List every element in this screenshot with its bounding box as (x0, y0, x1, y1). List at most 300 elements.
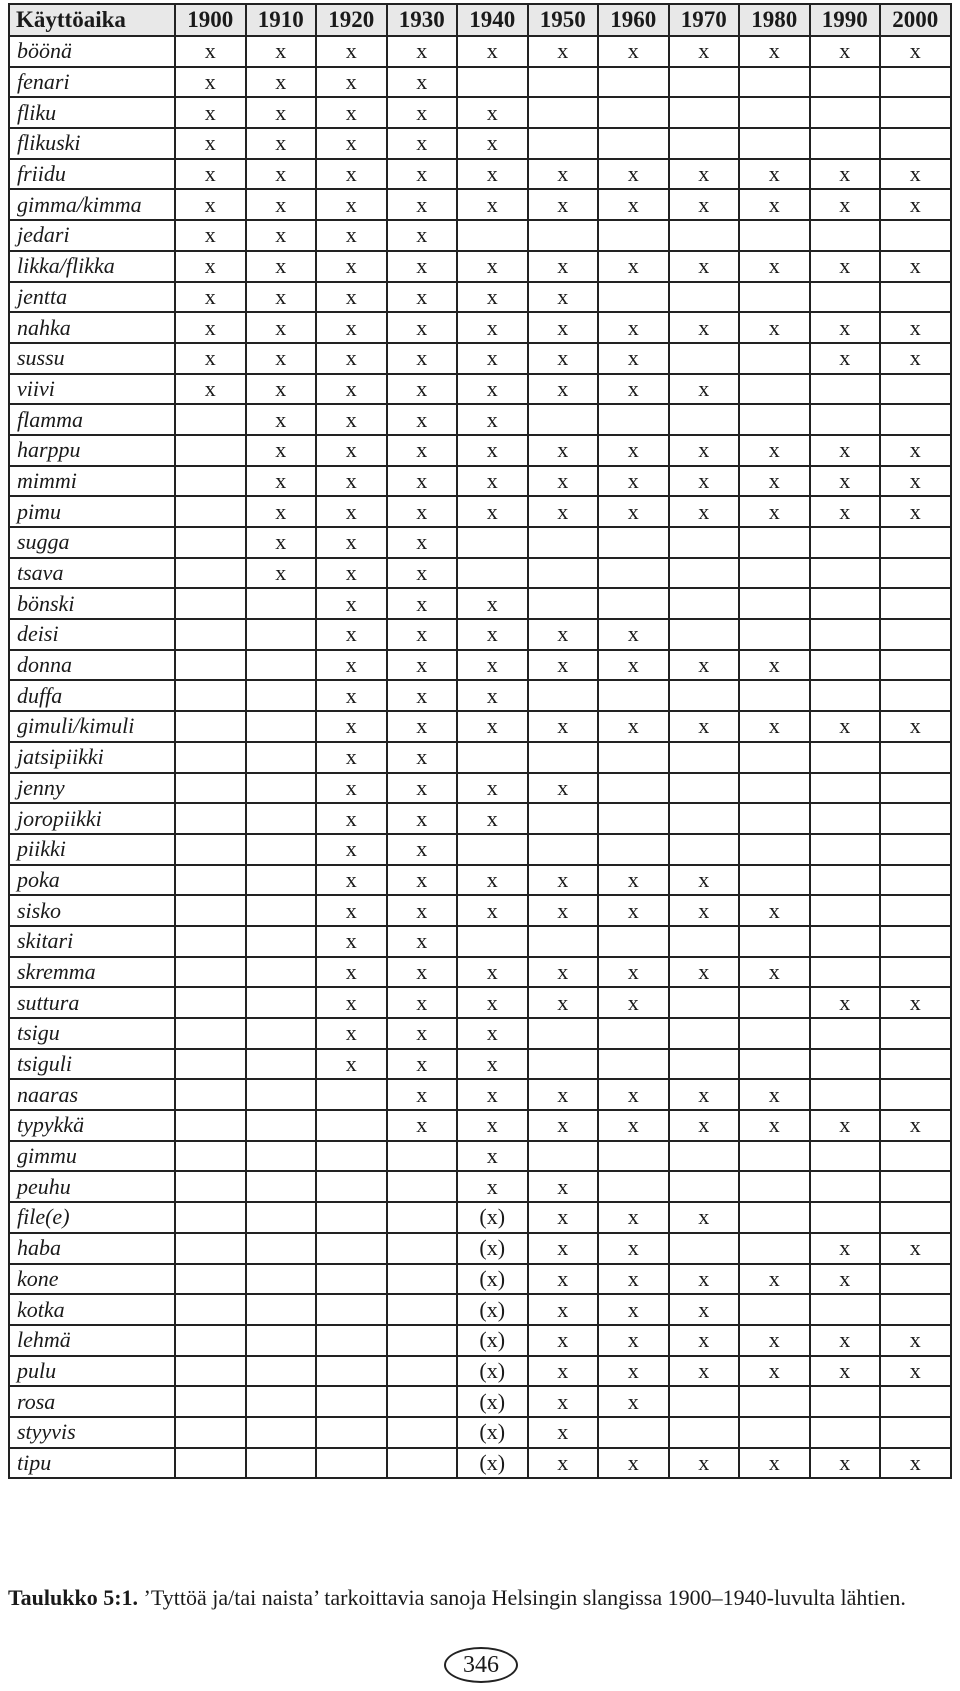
slang-word: joropiikki (9, 803, 175, 834)
usage-mark (598, 588, 669, 619)
usage-mark (810, 895, 881, 926)
usage-mark: x (246, 251, 317, 282)
slang-word: piikki (9, 834, 175, 865)
usage-mark (810, 803, 881, 834)
usage-mark: x (598, 251, 669, 282)
usage-mark (316, 1141, 387, 1172)
usage-mark: x (880, 987, 951, 1018)
slang-word: skitari (9, 926, 175, 957)
table-row (9, 97, 951, 128)
usage-mark: x (387, 650, 458, 681)
usage-mark: x (316, 282, 387, 313)
slang-word: tsigu (9, 1018, 175, 1049)
usage-mark (598, 282, 669, 313)
usage-mark (175, 865, 246, 896)
usage-mark: x (457, 1141, 528, 1172)
usage-mark (528, 1141, 599, 1172)
usage-mark: x (598, 374, 669, 405)
usage-mark (880, 404, 951, 435)
slang-word: kone (9, 1264, 175, 1295)
usage-mark (810, 1018, 881, 1049)
usage-mark: x (316, 987, 387, 1018)
usage-mark: x (528, 435, 599, 466)
slang-word: böönä (9, 36, 175, 67)
usage-mark: x (246, 496, 317, 527)
usage-mark: x (598, 1202, 669, 1233)
usage-mark: x (810, 1264, 881, 1295)
table-row (9, 343, 951, 374)
usage-mark (739, 404, 810, 435)
usage-mark (669, 773, 740, 804)
usage-mark (457, 220, 528, 251)
usage-mark: x (387, 404, 458, 435)
usage-mark: x (669, 957, 740, 988)
slang-word: gimmu (9, 1141, 175, 1172)
usage-mark (739, 1386, 810, 1417)
usage-mark (598, 742, 669, 773)
usage-mark (810, 1141, 881, 1172)
usage-mark: x (316, 773, 387, 804)
table-row (9, 650, 951, 681)
usage-mark: x (598, 1264, 669, 1295)
usage-mark: x (810, 189, 881, 220)
slang-word: poka (9, 865, 175, 896)
table-row (9, 588, 951, 619)
usage-mark: x (457, 343, 528, 374)
usage-mark: x (880, 312, 951, 343)
usage-mark: (x) (457, 1264, 528, 1295)
slang-word: skremma (9, 957, 175, 988)
usage-mark: x (316, 67, 387, 98)
usage-mark (175, 1141, 246, 1172)
usage-mark: x (387, 957, 458, 988)
usage-mark: x (387, 619, 458, 650)
usage-mark: x (810, 1325, 881, 1356)
usage-mark (880, 558, 951, 589)
usage-mark: x (387, 282, 458, 313)
usage-mark (175, 803, 246, 834)
usage-mark (669, 926, 740, 957)
usage-mark (810, 834, 881, 865)
usage-mark (880, 220, 951, 251)
usage-mark: x (669, 1325, 740, 1356)
usage-mark: x (316, 159, 387, 190)
usage-mark (810, 865, 881, 896)
usage-mark (739, 1171, 810, 1202)
usage-mark: x (387, 496, 458, 527)
usage-mark: x (880, 36, 951, 67)
usage-mark: x (457, 496, 528, 527)
usage-mark: x (387, 312, 458, 343)
usage-mark (739, 1233, 810, 1264)
usage-mark: x (457, 128, 528, 159)
usage-mark: x (457, 987, 528, 1018)
table-row (9, 36, 951, 67)
usage-mark (175, 527, 246, 558)
usage-mark: x (598, 1356, 669, 1387)
usage-mark: x (598, 466, 669, 497)
column-header-decade: 1920 (316, 4, 387, 36)
usage-mark (175, 1018, 246, 1049)
usage-mark: x (598, 36, 669, 67)
table-row (9, 220, 951, 251)
usage-mark (810, 773, 881, 804)
usage-mark (316, 1417, 387, 1448)
usage-mark (669, 343, 740, 374)
usage-mark: x (457, 711, 528, 742)
usage-mark (175, 1325, 246, 1356)
slang-word: gimuli/kimuli (9, 711, 175, 742)
usage-mark (528, 588, 599, 619)
table-row (9, 404, 951, 435)
usage-mark: x (387, 711, 458, 742)
usage-mark: x (457, 773, 528, 804)
usage-mark (246, 650, 317, 681)
usage-mark: x (457, 588, 528, 619)
usage-mark (598, 1018, 669, 1049)
slang-word: nahka (9, 312, 175, 343)
usage-mark: x (387, 1049, 458, 1080)
usage-mark: x (316, 404, 387, 435)
usage-mark: x (810, 496, 881, 527)
usage-mark: x (316, 312, 387, 343)
usage-mark (810, 619, 881, 650)
usage-mark: x (810, 435, 881, 466)
usage-mark: x (880, 189, 951, 220)
usage-mark: x (387, 527, 458, 558)
usage-mark: x (175, 189, 246, 220)
slang-word: tsiguli (9, 1049, 175, 1080)
usage-mark (739, 67, 810, 98)
usage-mark (457, 558, 528, 589)
usage-mark (246, 742, 317, 773)
slang-word: jentta (9, 282, 175, 313)
usage-mark: x (246, 466, 317, 497)
slang-word: sisko (9, 895, 175, 926)
usage-mark (880, 374, 951, 405)
usage-mark (598, 803, 669, 834)
usage-mark: x (528, 1417, 599, 1448)
usage-mark (669, 619, 740, 650)
slang-word: jedari (9, 220, 175, 251)
usage-mark: x (739, 496, 810, 527)
usage-mark: x (175, 128, 246, 159)
usage-mark (175, 588, 246, 619)
usage-mark (739, 1417, 810, 1448)
usage-mark: x (316, 36, 387, 67)
usage-mark: x (669, 711, 740, 742)
usage-mark (598, 527, 669, 558)
usage-mark: x (387, 742, 458, 773)
usage-mark: x (457, 97, 528, 128)
usage-mark: x (669, 496, 740, 527)
usage-mark (387, 1202, 458, 1233)
table-body (9, 36, 951, 1478)
usage-mark: x (669, 895, 740, 926)
usage-mark (387, 1294, 458, 1325)
table-row (9, 865, 951, 896)
usage-mark (175, 987, 246, 1018)
usage-mark (316, 1356, 387, 1387)
usage-mark (387, 1141, 458, 1172)
usage-mark (175, 466, 246, 497)
usage-mark (246, 926, 317, 957)
usage-mark: x (316, 711, 387, 742)
usage-mark (880, 1202, 951, 1233)
table-row (9, 1417, 951, 1448)
usage-mark: x (387, 1079, 458, 1110)
usage-mark: x (387, 97, 458, 128)
slang-word: kotka (9, 1294, 175, 1325)
usage-mark (880, 1264, 951, 1295)
usage-mark: x (457, 374, 528, 405)
usage-mark: x (246, 189, 317, 220)
table-row (9, 1018, 951, 1049)
usage-mark: x (175, 374, 246, 405)
usage-mark (175, 957, 246, 988)
usage-mark (175, 834, 246, 865)
usage-mark: x (528, 189, 599, 220)
usage-mark (598, 926, 669, 957)
usage-mark: (x) (457, 1417, 528, 1448)
usage-mark (457, 834, 528, 865)
usage-mark (739, 987, 810, 1018)
usage-mark (528, 680, 599, 711)
usage-mark (880, 680, 951, 711)
usage-mark (880, 527, 951, 558)
usage-mark (598, 1049, 669, 1080)
usage-mark: x (880, 1356, 951, 1387)
slang-word: flikuski (9, 128, 175, 159)
usage-mark: x (598, 1110, 669, 1141)
usage-mark: x (528, 1356, 599, 1387)
usage-mark (810, 650, 881, 681)
slang-word: friidu (9, 159, 175, 190)
usage-mark (387, 1386, 458, 1417)
usage-mark: x (739, 711, 810, 742)
usage-mark (175, 1356, 246, 1387)
usage-mark: x (528, 282, 599, 313)
usage-mark (739, 834, 810, 865)
usage-mark: x (387, 374, 458, 405)
slang-word: peuhu (9, 1171, 175, 1202)
usage-mark (810, 588, 881, 619)
usage-mark: x (387, 926, 458, 957)
slang-word: jenny (9, 773, 175, 804)
usage-mark: x (739, 1264, 810, 1295)
slang-word: mimmi (9, 466, 175, 497)
usage-mark (880, 282, 951, 313)
usage-mark (739, 558, 810, 589)
slang-word: flamma (9, 404, 175, 435)
usage-mark (175, 680, 246, 711)
usage-mark: x (387, 343, 458, 374)
usage-mark (669, 987, 740, 1018)
usage-mark (810, 1049, 881, 1080)
usage-mark: x (528, 619, 599, 650)
slang-word: fenari (9, 67, 175, 98)
usage-mark (528, 128, 599, 159)
usage-mark (669, 1049, 740, 1080)
usage-mark: x (810, 36, 881, 67)
usage-mark: x (669, 159, 740, 190)
usage-mark: x (528, 987, 599, 1018)
slang-word: file(e) (9, 1202, 175, 1233)
usage-mark (246, 1233, 317, 1264)
table-row (9, 773, 951, 804)
usage-mark: x (669, 1356, 740, 1387)
column-header-decade: 1980 (739, 4, 810, 36)
usage-mark: x (316, 680, 387, 711)
usage-mark (175, 1233, 246, 1264)
usage-mark (880, 926, 951, 957)
usage-mark (669, 282, 740, 313)
usage-mark (175, 619, 246, 650)
usage-mark (598, 1417, 669, 1448)
usage-mark: x (739, 895, 810, 926)
usage-mark: x (528, 312, 599, 343)
usage-mark (246, 588, 317, 619)
usage-mark (598, 773, 669, 804)
usage-mark (175, 1264, 246, 1295)
usage-mark (669, 1386, 740, 1417)
usage-mark (246, 773, 317, 804)
usage-mark: x (246, 558, 317, 589)
usage-mark: x (669, 435, 740, 466)
usage-mark (810, 97, 881, 128)
usage-mark: x (598, 987, 669, 1018)
usage-mark (175, 926, 246, 957)
usage-mark (880, 67, 951, 98)
table-row (9, 1202, 951, 1233)
table-row (9, 1356, 951, 1387)
usage-mark: x (810, 466, 881, 497)
table-row (9, 1079, 951, 1110)
usage-mark (316, 1264, 387, 1295)
usage-mark (246, 957, 317, 988)
usage-mark: x (457, 435, 528, 466)
usage-mark (598, 97, 669, 128)
usage-mark (669, 1018, 740, 1049)
slang-word: tsava (9, 558, 175, 589)
table-row (9, 1049, 951, 1080)
usage-mark: x (598, 312, 669, 343)
usage-mark: x (880, 1325, 951, 1356)
usage-mark: x (175, 97, 246, 128)
usage-mark (528, 527, 599, 558)
usage-mark: x (739, 36, 810, 67)
usage-mark: x (598, 711, 669, 742)
table-caption (8, 1584, 952, 1612)
usage-mark: x (598, 159, 669, 190)
usage-mark (810, 1386, 881, 1417)
column-header-decade: 1930 (387, 4, 458, 36)
usage-mark: x (457, 1049, 528, 1080)
usage-mark: x (457, 619, 528, 650)
usage-mark: x (457, 404, 528, 435)
usage-mark: x (739, 1448, 810, 1479)
usage-mark: x (246, 67, 317, 98)
usage-mark: x (457, 312, 528, 343)
usage-mark: x (669, 1294, 740, 1325)
usage-mark (316, 1233, 387, 1264)
usage-mark: x (880, 1448, 951, 1479)
usage-mark (810, 1294, 881, 1325)
usage-mark: x (880, 711, 951, 742)
usage-mark: x (457, 865, 528, 896)
usage-mark (669, 527, 740, 558)
table-row (9, 67, 951, 98)
slang-word: likka/flikka (9, 251, 175, 282)
page-number: 346 (444, 1647, 518, 1683)
usage-mark (246, 895, 317, 926)
slang-word: donna (9, 650, 175, 681)
usage-mark (387, 1356, 458, 1387)
usage-mark: x (669, 36, 740, 67)
usage-mark: x (669, 1110, 740, 1141)
usage-mark: x (598, 957, 669, 988)
usage-mark: x (387, 895, 458, 926)
slang-word: suttura (9, 987, 175, 1018)
usage-mark: x (528, 496, 599, 527)
usage-mark: x (810, 1233, 881, 1264)
usage-mark: x (810, 251, 881, 282)
usage-mark: x (598, 1386, 669, 1417)
usage-mark: x (387, 834, 458, 865)
usage-mark (598, 404, 669, 435)
usage-mark: x (528, 251, 599, 282)
caption-text: ’Tyttöä ja/tai naista’ tarkoittavia sanoja Helsingin slangissa 1900–1940-luvulta lähtien. (143, 1585, 906, 1610)
usage-mark: x (387, 558, 458, 589)
usage-mark: x (316, 343, 387, 374)
usage-mark (246, 834, 317, 865)
usage-mark: x (528, 374, 599, 405)
usage-mark (175, 742, 246, 773)
usage-mark (880, 128, 951, 159)
usage-mark (739, 282, 810, 313)
usage-mark: x (598, 619, 669, 650)
usage-mark: x (316, 558, 387, 589)
usage-mark: x (387, 803, 458, 834)
usage-mark (739, 619, 810, 650)
table-row (9, 558, 951, 589)
usage-mark (246, 1417, 317, 1448)
usage-mark: x (810, 343, 881, 374)
usage-mark (598, 67, 669, 98)
usage-mark: x (528, 343, 599, 374)
usage-mark (598, 128, 669, 159)
usage-mark (246, 619, 317, 650)
usage-mark: x (528, 36, 599, 67)
usage-mark (810, 1171, 881, 1202)
usage-mark (316, 1079, 387, 1110)
usage-mark: x (457, 895, 528, 926)
table-row (9, 312, 951, 343)
table-row (9, 680, 951, 711)
usage-mark: x (528, 650, 599, 681)
table-row (9, 1386, 951, 1417)
usage-mark (457, 67, 528, 98)
usage-mark (739, 926, 810, 957)
usage-mark: x (528, 159, 599, 190)
usage-mark: x (528, 1294, 599, 1325)
slang-word: deisi (9, 619, 175, 650)
usage-mark (175, 1079, 246, 1110)
usage-mark (528, 834, 599, 865)
usage-mark (387, 1171, 458, 1202)
usage-mark (246, 987, 317, 1018)
usage-mark: x (669, 1264, 740, 1295)
